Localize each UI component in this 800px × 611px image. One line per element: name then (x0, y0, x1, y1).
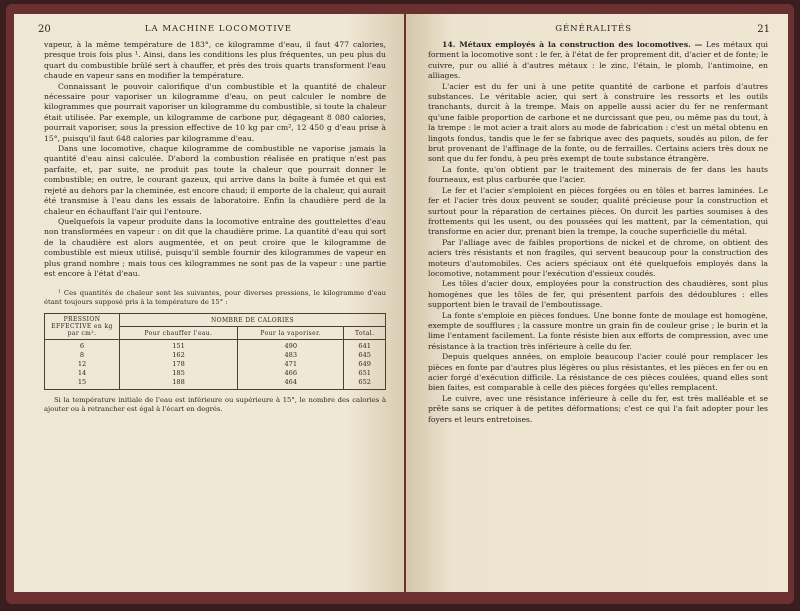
table-cell-vapor: 490 483 471 466 464 (238, 340, 344, 390)
paragraph: La fonte, qu'on obtient par le traitement des minerais de fer dans les hauts fourneaux, est plus carburée que l'acier. (428, 164, 768, 185)
running-title-right: GÉNÉRALITÉS (555, 24, 633, 34)
right-running-head (430, 24, 770, 35)
paragraph: Connaissant le pouvoir calorifique d'un combustible et la quantité de chaleur nécessaire pour vaporiser un kilogramme d'eau, on peut calculer le nombre de kilogrammes que pourrait vaporiser un kilogramme du combustible, si toute la chaleur était utilisée. Par exemple, un kilogramme de carbone pur, dégageant 8 080 calories, pourrait vaporiser, sous la pression effective de 10 kg par cm², 12 450 g d'eau prise à 15°, puisqu'il faut 648 calories par kilogramme d'eau. (44, 81, 386, 143)
page-number-left: 20 (38, 24, 51, 35)
paragraph: Les métaux qui forment la locomotive sont : le fer, à l'état de fer proprement dit, d'acier et de fonte; le cuivre, pur ou allié à d'autres métaux : le zinc, l'étain, le plomb, l'antimoine, en alliages. (428, 40, 768, 81)
book-spread (6, 4, 794, 604)
table-subheader-heat: Pour chauffer l'eau. (120, 327, 238, 340)
table-header-pressure: PRESSION EFFECTIVE en kg par cm². (45, 314, 120, 340)
calories-table (44, 313, 386, 390)
running-title-left: LA MACHINE LOCOMOTIVE (144, 24, 292, 34)
table-note: Si la température initiale de l'eau est inférieure ou supérieure à 15°, le nombre des calories à ajouter ou à retrancher est égal à l'écart en degrés. (44, 396, 386, 414)
paragraph: La fonte s'emploie en pièces fondues. Une bonne fonte de moulage est homogène, exempte de soufflures ; la cassure montre un grain fin de couleur grise ; le burin et la lime l'entament facilement. La fonte résiste bien aux efforts de compression, avec une résistance à la traction très inférieure à celle du fer. (428, 310, 768, 351)
table-subheader-vapor: Pour la vaporiser. (238, 327, 344, 340)
table-subheader-total: Total. (344, 327, 386, 340)
right-page (406, 14, 788, 592)
table-cell-pressures: 6 8 12 14 15 (45, 340, 120, 390)
left-page (14, 14, 404, 592)
paragraph: Dans une locomotive, chaque kilogramme de combustible ne vaporise jamais la quantité d'eau ainsi calculée. D'abord la combustion réalisée en pratique n'est pas parfaite, et, par suite, ne produit pas toute la chaleur que pourrait donner le combustible; en outre, le courant gazeux, qui arrive dans la boîte à fumée et qui est rejeté au dehors par la cheminée, est encore chaud; il emporte de la chaleur, qui aurait été transmise à l'eau dans les essais de laboratoire. Enfin la chaudière perd de la chaleur en échauffant l'air qui l'entoure. (44, 144, 386, 216)
paragraph: Le fer et l'acier s'emploient en pièces forgées ou en tôles et barres laminées. Le fer et l'acier très doux peuvent se souder, qualité précieuse pour la construction et surtout pour la réparation de certaines pièces. On durcit les parties soumises à des frottements qui les usent, ou des poussées qui les mattent, par la cémentation, qui transforme en acier dur, prenant bien la trempe, la couche superficielle du métal. (428, 185, 768, 237)
paragraph: Par l'alliage avec de faibles proportions de nickel et de chrome, on obtient des aciers très résistants et non fragiles, qui servent beaucoup pour la construction des moteurs d'automobiles. Ces aciers spéciaux ont été quelquefois employés dans la locomotive, notamment pour l'exécution d'essieux coudés. (428, 237, 768, 278)
paragraph: Le cuivre, avec une résistance inférieure à celle du fer, est très malléable et se prête sans se criquer à de petites déformations; c'est ce qui l'a fait adopter pour les foyers et leurs entretoises. (428, 393, 768, 424)
left-running-head (38, 24, 386, 35)
section-heading: 14. Métaux employés à la construction des locomotives. — (442, 40, 703, 49)
footnote: ¹ Ces quantités de chaleur sont les suivantes, pour diverses pressions, le kilogramme d'eau étant toujours supposé pris à la température de 15° : (44, 289, 386, 307)
paragraph: vapeur, à la même température de 183°, ce kilogramme d'eau, il faut 477 calories, presque trois fois plus ¹. Ainsi, dans les conditions les plus fréquentes, un peu plus du quart du combustible brûlé sert à chauffer, et près des trois quarts transforment l'eau chaude en vapeur sans en modifier la température. (44, 40, 386, 81)
section-title (428, 40, 768, 82)
table-cell-heat: 151 162 178 185 188 (120, 340, 238, 390)
paragraph: Depuis quelques années, on emploie beaucoup l'acier coulé pour remplacer les pièces en fonte par d'autres plus légères ou plus résistantes, et les pièces en fer ou en acier forgé d'exécution difficile. La résistance de ces pièces coulées, quand elles sont bien faites, est comparable à celle des pièces forgées qu'elles remplacent. (428, 352, 768, 393)
page-number-right: 21 (757, 24, 770, 35)
table-header-calories: NOMBRE DE CALORIES (120, 314, 386, 327)
table-cell-total: 641 645 649 651 652 (344, 340, 386, 390)
paragraph: L'acier est du fer uni à une petite quantité de carbone et parfois d'autres substances. Le véritable acier, qui sert à construire les ressorts et les outils tranchants, durcit à la trempe. Mais on appelle aussi acier du fer ne renfermant qu'une faible proportion de carbone et ne durcissant que peu, ou même pas du tout, à la trempe : le mot acier a trait alors au mode de fabrication : c'est un métal obtenu en lingots fondus, tandis que le fer se fabrique avec des paquets, soudés au pilon, de fer brut provenant de l'affinage de la fonte, ou de ferrailles. Certains aciers très doux ne sont que du fer fondu, à peu près exempt de toute substance étrangère. (428, 81, 768, 164)
paragraph: Les tôles d'acier doux, employées pour la construction des chaudières, sont plus homogènes que les tôles de fer, qui présentent parfois des dédoublures : elles supportent bien le travail de l'emboutissage. (428, 279, 768, 310)
paragraph: Quelquefois la vapeur produite dans la locomotive entraîne des gouttelettes d'eau non transformées en vapeur : on dit que la chaudière prime. La quantité d'eau qui sort de la chaudière est alors augmentée, et on peut croire que le kilogramme de combustible est mieux utilisé, puisqu'il semble fournir des kilogrammes de vapeur en plus grand nombre ; mais tous ces kilogrammes ne sont pas de la vapeur : une partie est encore à l'état d'eau. (44, 216, 386, 278)
